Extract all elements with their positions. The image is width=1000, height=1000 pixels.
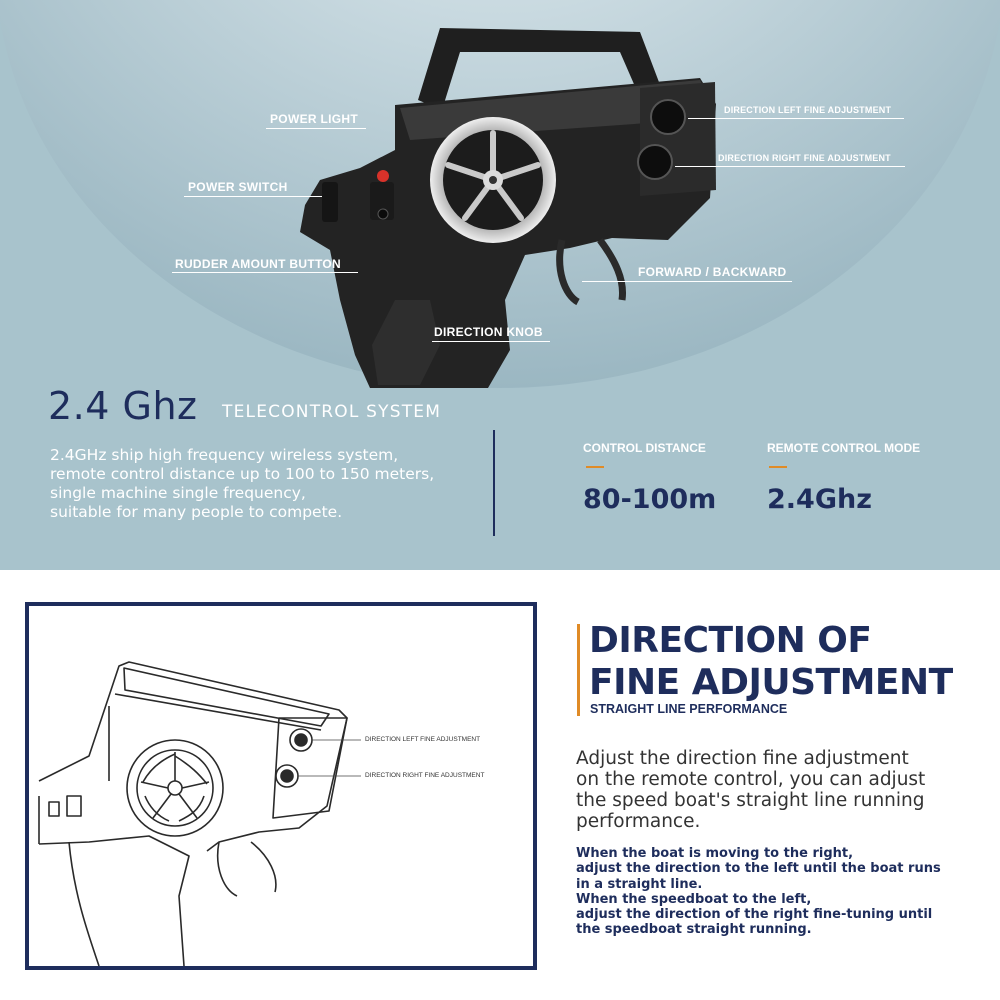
vertical-divider: [493, 430, 495, 536]
description: [50, 446, 490, 522]
instruction-line: adjust the direction to the left until the boat runs: [576, 861, 941, 877]
paragraph-line: Adjust the direction fine adjustment: [576, 748, 909, 769]
leader-line: [184, 196, 322, 197]
leader-line: [172, 272, 358, 273]
callout-direction-right-fine: DIRECTION RIGHT FINE ADJUSTMENT: [718, 153, 891, 163]
description-line: suitable for many people to compete.: [50, 503, 343, 521]
sketch-frame: [25, 602, 537, 970]
leader-line: [432, 341, 550, 342]
transmitter-line-sketch: [29, 606, 533, 966]
instruction-line: the speedboat straight running.: [576, 922, 812, 938]
sketch-label-left-fine: DIRECTION LEFT FINE ADJUSTMENT: [365, 736, 481, 743]
leader-line: [675, 166, 905, 167]
description-line: 2.4GHz ship high frequency wireless system,: [50, 446, 399, 464]
section-subtitle: STRAIGHT LINE PERFORMANCE: [590, 702, 788, 716]
section-title: [589, 620, 953, 704]
paragraph-line: performance.: [576, 811, 701, 832]
accent-bar: [577, 624, 580, 716]
frequency-title: 2.4 Ghz: [48, 384, 198, 428]
sketch-label-right-fine: DIRECTION RIGHT FINE ADJUSTMENT: [365, 772, 485, 779]
callout-direction-knob: DIRECTION KNOB: [434, 325, 543, 339]
system-subtitle: TELECONTROL SYSTEM: [222, 402, 442, 422]
section-title-line: FINE ADJUSTMENT: [589, 662, 953, 703]
section-instructions: [576, 846, 941, 938]
stat-accent-dash: [586, 466, 604, 468]
description-line: single machine single frequency,: [50, 484, 306, 502]
instruction-line: adjust the direction of the right fine-tuning until: [576, 907, 933, 923]
callout-power-light: POWER LIGHT: [270, 112, 358, 126]
instruction-line: When the boat is moving to the right,: [576, 846, 854, 861]
leader-line: [266, 128, 366, 129]
stat-accent-dash: [769, 466, 787, 468]
description-line: remote control distance up to 100 to 150 meters,: [50, 465, 435, 483]
stat-label-control-distance: CONTROL DISTANCE: [583, 441, 706, 455]
section-paragraph: [576, 748, 925, 832]
instruction-line: When the speedboat to the left,: [576, 891, 812, 907]
stat-label-remote-control-mode: REMOTE CONTROL MODE: [767, 441, 921, 455]
paragraph-line: the speed boat's straight line running: [576, 790, 925, 811]
callout-direction-left-fine: DIRECTION LEFT FINE ADJUSTMENT: [724, 105, 892, 115]
callout-forward-backward: FORWARD / BACKWARD: [638, 265, 787, 279]
instruction-line: in a straight line.: [576, 876, 703, 892]
stat-value-control-distance: 80-100m: [583, 484, 717, 515]
leader-line: [688, 118, 904, 119]
callout-power-switch: POWER SWITCH: [188, 180, 288, 194]
stat-value-remote-control-mode: 2.4Ghz: [767, 484, 872, 515]
callout-rudder-amount-button: RUDDER AMOUNT BUTTON: [175, 257, 341, 271]
paragraph-line: on the remote control, you can adjust: [576, 769, 926, 790]
section-title-line: DIRECTION OF: [589, 620, 872, 661]
leader-line: [582, 281, 792, 282]
